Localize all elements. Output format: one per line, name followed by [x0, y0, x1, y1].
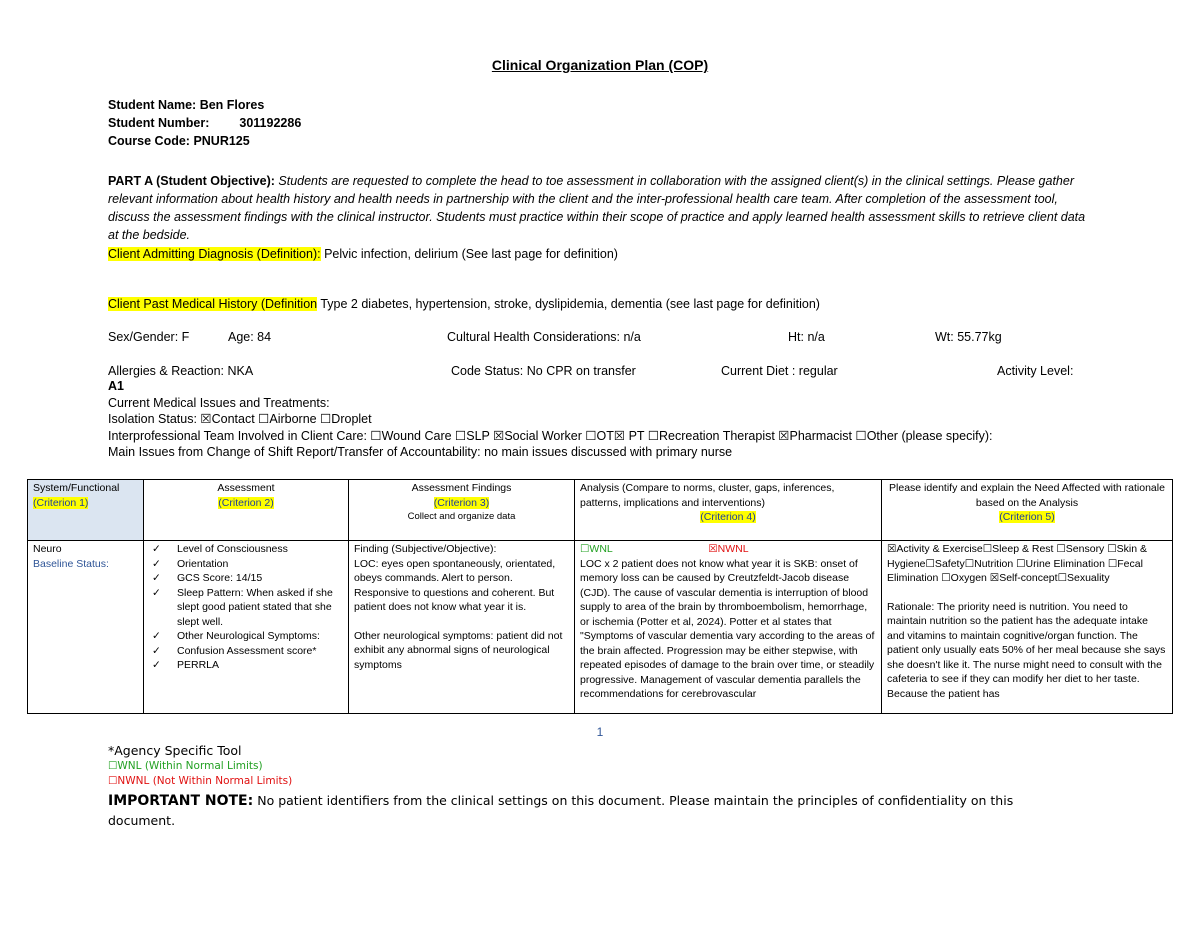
- wnl-toggle-row: [580, 542, 876, 557]
- rationale-text: Rationale: The priority need is nutrition. You need to maintain nutrition so the patient has the adequate intake and vitamins to maintain cognitive/organ function. The patient only usually eats 50% of her meal because she says she doesn't like it. The nurse might need to consult with the cafeteria to see if they can modify her diet to her taste. Because the patient has: [887, 600, 1166, 700]
- cell-system: [28, 541, 144, 714]
- needs-checklist: ☒Activity & Exercise☐Sleep & Rest ☐Sensory ☐Skin & Hygiene☐Safety☐Nutrition ☐Urine Elimination ☐Fecal Elimination ☐Oxygen ☒Self-concept☐Sexuality: [887, 543, 1147, 584]
- baseline-status: Baseline Status:: [33, 557, 109, 570]
- age: Age: 84: [228, 330, 272, 344]
- activity-level-label: Activity Level:: [997, 364, 1074, 378]
- student-name: Ben Flores: [199, 98, 265, 112]
- checklist-item: ✓ Other Neurological Symptoms:: [152, 630, 320, 642]
- findings-loc: LOC: eyes open spontaneously, orientated, obeys commands. Alert to person. Responsive to questions and coherent. But patient does not know what year it is.: [354, 557, 556, 613]
- page-number: 1: [596, 725, 604, 739]
- table-row: [28, 541, 1173, 714]
- sex-gender: Sex/Gender: F: [108, 330, 190, 344]
- footer: [108, 743, 1068, 830]
- checklist-item: ✓ PERRLA: [152, 659, 220, 671]
- current-diet: Current Diet : regular: [721, 364, 838, 378]
- admitting-diagnosis: Client Admitting Diagnosis (Definition): Pelvic infection, delirium (See last page for definition): [108, 247, 618, 261]
- student-name-line: Student Name: Ben Flores: [108, 98, 265, 112]
- findings-heading: Finding (Subjective/Objective):: [354, 543, 497, 555]
- checkmark-icon: ✓: [152, 543, 161, 555]
- checklist-item: ✓ Confusion Assessment score*: [152, 644, 317, 657]
- cultural-considerations: Cultural Health Considerations: n/a: [447, 330, 641, 344]
- checkmark-icon: ✓: [152, 586, 161, 599]
- nwnl-legend: ☐NWNL (Not Within Normal Limits): [108, 775, 293, 787]
- header-assessment: Assessment (Criterion 2): [144, 480, 349, 541]
- course-code-line: Course Code: PNUR125: [108, 134, 250, 148]
- checklist-item: ✓ Level of Consciousness: [152, 543, 288, 555]
- checklist-item: ✓ Sleep Pattern: When asked if she slept good patient stated that she slept well.: [152, 586, 333, 628]
- header-system: System/Functional (Criterion 1): [28, 480, 144, 541]
- checkmark-icon: ✓: [152, 659, 161, 671]
- findings-other: Other neurological symptoms: patient did not exhibit any abnormal signs of neurological symptoms: [354, 629, 563, 671]
- assessment-checklist: [149, 542, 343, 673]
- past-medical-history: Client Past Medical History (Definition Type 2 diabetes, hypertension, stroke, dyslipidemia, dementia (see last page for definition): [108, 297, 820, 311]
- checkmark-icon: ✓: [152, 557, 161, 570]
- important-note: IMPORTANT NOTE: No patient identifiers from the clinical settings on this document. Please maintain the principles of confidentiality on this document.: [108, 793, 1014, 828]
- code-status: Code Status: No CPR on transfer: [451, 364, 636, 378]
- weight: Wt: 55.77kg: [935, 330, 1002, 344]
- part-a-objective: PART A (Student Objective): Students are requested to complete the head to toe assessment in collaboration with the assigned client(s) in the clinical settings. Please gather relevant information about health history and health needs in partnership with the client and the inter-professional health care team. After completion of the assessment tool, discuss the assessment findings with the clinical instructor. Students must practice within their scope of practice and apply learned health assessment skills to retrieve client data at the bedside.: [108, 174, 1086, 242]
- header-analysis: Analysis (Compare to norms, cluster, gaps, inferences, patterns, implications and interventions) (Criterion 4): [575, 480, 882, 541]
- header-findings: Assessment Findings (Criterion 3) Collect and organize data: [349, 480, 575, 541]
- cell-analysis: [575, 541, 882, 714]
- checkmark-icon: ✓: [152, 572, 161, 584]
- checkmark-icon: ✓: [152, 644, 161, 657]
- cell-need-affected: [882, 541, 1173, 714]
- student-number: 301192286: [239, 116, 302, 130]
- height: Ht: n/a: [788, 330, 825, 344]
- care-details: [108, 378, 992, 461]
- checklist-item: ✓ GCS Score: 14/15: [152, 572, 263, 584]
- cell-assessment: [144, 541, 349, 714]
- checklist-item: ✓ Orientation: [152, 557, 229, 570]
- agency-note: *Agency Specific Tool: [108, 743, 242, 758]
- allergies: Allergies & Reaction: NKA: [108, 364, 254, 378]
- student-info: [108, 96, 301, 150]
- table-header-row: [28, 480, 1173, 541]
- nwnl-checkbox[interactable]: ☒NWNL: [708, 543, 749, 555]
- student-number-line: Student Number: 301192286: [108, 116, 302, 130]
- analysis-text: LOC x 2 patient does not know what year it is SKB: onset of memory loss can be caused by Creutzfeldt-Jacob disease (CJD). The cause of vascular dementia is interruption of blood supply to area of the brain by thromboembolism, hemorrhage, or ischemia (Potter et al, 2024). Potter et al states that "Symptoms of vascular dementia vary according to the areas of the brain affected. Progression may be either stepwise, with repeated episodes of damage to the brain over time, or steadily progressive. Management of vascular dementia parallels the recommendations for cerebrovascular: [580, 557, 875, 700]
- page-title: Clinical Organization Plan (COP): [491, 57, 709, 73]
- header-need-affected: Please identify and explain the Need Affected with rationale based on the Analysis (Criterion 5): [882, 480, 1173, 541]
- wnl-legend: ☐WNL (Within Normal Limits): [108, 760, 263, 772]
- assessment-table: [27, 479, 1173, 714]
- wnl-checkbox[interactable]: ☐WNL: [580, 543, 613, 555]
- course-code: PNUR125: [193, 134, 250, 148]
- cell-findings: [349, 541, 575, 714]
- system-name: Neuro: [33, 543, 62, 555]
- main-issues: Main Issues from Change of Shift Report/Transfer of Accountability: no main issues discussed with primary nurse: [108, 445, 733, 459]
- activity-level-value: A1: [108, 379, 124, 393]
- isolation-status: Isolation Status: ☒Contact ☐Airborne ☐Droplet: [108, 412, 372, 426]
- current-medical-issues: Current Medical Issues and Treatments:: [108, 395, 330, 410]
- interprofessional-team: Interprofessional Team Involved in Client Care: ☐Wound Care ☐SLP ☒Social Worker ☐OT☒ PT ☐Recreation Therapist ☒Pharmacist ☐Other (please specify):: [108, 428, 993, 443]
- checkmark-icon: ✓: [152, 630, 161, 642]
